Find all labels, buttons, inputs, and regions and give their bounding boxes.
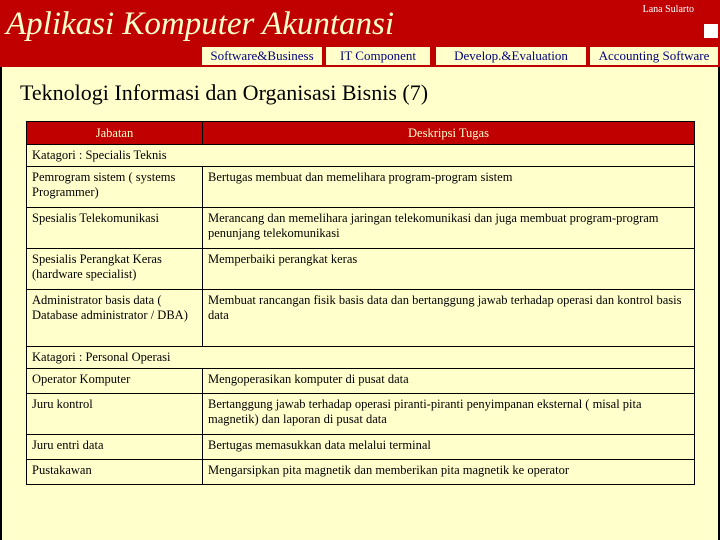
category-label: Katagori : Personal Operasi bbox=[27, 347, 695, 369]
header-deskripsi: Deskripsi Tugas bbox=[203, 122, 695, 145]
corner-box bbox=[704, 24, 718, 38]
nav-it-component[interactable]: IT Component bbox=[326, 47, 430, 65]
nav-accounting-software[interactable]: Accounting Software bbox=[590, 47, 718, 65]
category-label: Katagori : Specialis Teknis bbox=[27, 145, 695, 167]
deskripsi-cell: Memperbaiki perangkat keras bbox=[203, 249, 695, 290]
deskripsi-cell: Bertugas membuat dan memelihara program-program sistem bbox=[203, 167, 695, 208]
deskripsi-cell: Bertugas memasukkan data melalui terminal bbox=[203, 435, 695, 460]
deskripsi-cell: Membuat rancangan fisik basis data dan bertanggung jawab terhadap operasi dan kontrol basis data bbox=[203, 290, 695, 347]
table-row bbox=[27, 460, 695, 485]
header-jabatan: Jabatan bbox=[27, 122, 203, 145]
jabatan-cell: Administrator basis data ( Database administrator / DBA) bbox=[27, 290, 203, 347]
table-row bbox=[27, 394, 695, 435]
author-label: Lana Sularto bbox=[642, 4, 694, 15]
jabatan-cell: Pemrogram sistem ( systems Programmer) bbox=[27, 167, 203, 208]
table-row bbox=[27, 435, 695, 460]
category-row bbox=[27, 347, 695, 369]
table-row bbox=[27, 290, 695, 347]
jabatan-cell: Operator Komputer bbox=[27, 369, 203, 394]
jabatan-cell: Spesialis Perangkat Keras (hardware specialist) bbox=[27, 249, 203, 290]
table-header-row bbox=[27, 122, 695, 145]
header-bar bbox=[0, 0, 720, 67]
jabatan-cell: Pustakawan bbox=[27, 460, 203, 485]
jabatan-cell: Juru kontrol bbox=[27, 394, 203, 435]
table-row bbox=[27, 369, 695, 394]
table-row bbox=[27, 249, 695, 290]
table-row bbox=[27, 208, 695, 249]
category-row bbox=[27, 145, 695, 167]
deskripsi-cell: Merancang dan memelihara jaringan telekomunikasi dan juga membuat program-program penunjang telekomunikasi bbox=[203, 208, 695, 249]
deskripsi-cell: Mengoperasikan komputer di pusat data bbox=[203, 369, 695, 394]
deskripsi-cell: Bertanggung jawab terhadap operasi piranti-piranti penyimpanan eksternal ( misal pita magnetik) dan laporan di pusat data bbox=[203, 394, 695, 435]
app-title: Aplikasi Komputer Akuntansi bbox=[6, 6, 395, 42]
page-title: Teknologi Informasi dan Organisasi Bisnis (7) bbox=[20, 80, 429, 105]
task-table bbox=[26, 121, 695, 485]
jabatan-cell: Juru entri data bbox=[27, 435, 203, 460]
nav-develop-evaluation[interactable]: Develop.&Evaluation bbox=[436, 47, 586, 65]
nav-software-business[interactable]: Software&Business bbox=[202, 47, 322, 65]
jabatan-cell: Spesialis Telekomunikasi bbox=[27, 208, 203, 249]
table-row bbox=[27, 167, 695, 208]
deskripsi-cell: Mengarsipkan pita magnetik dan memberikan pita magnetik ke operator bbox=[203, 460, 695, 485]
